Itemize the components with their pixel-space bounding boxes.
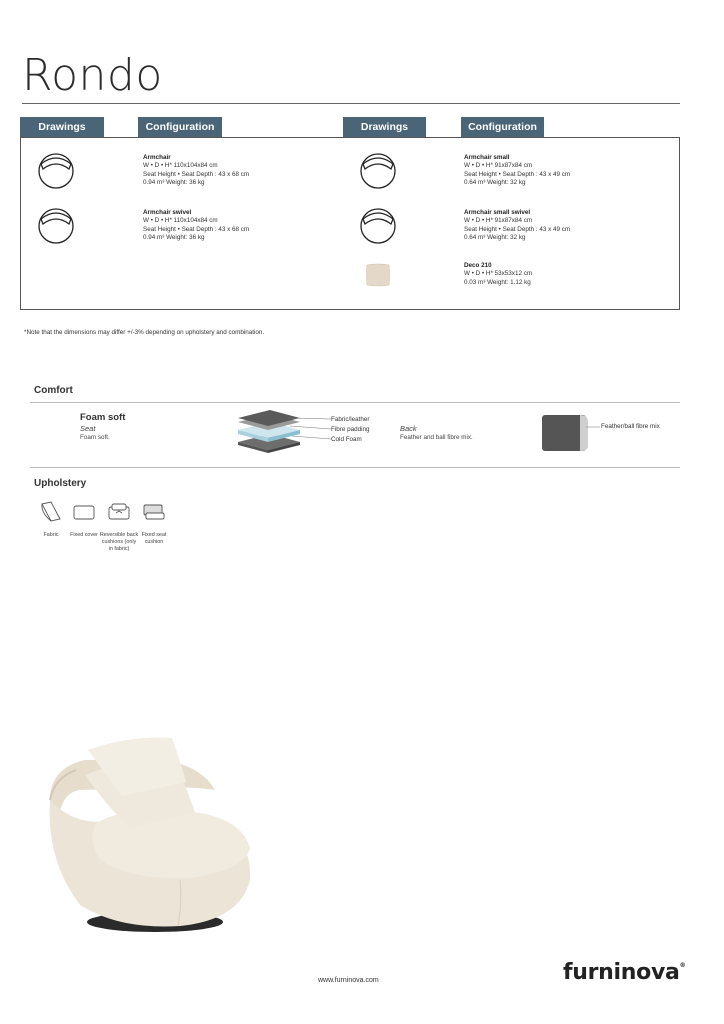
dimension-note: *Note that the dimensions may differ +/-3% depending on upholstery and combination. bbox=[24, 329, 265, 336]
back-cushion-icon bbox=[540, 412, 600, 454]
seat-label: Seat bbox=[80, 424, 96, 433]
upholstery-divider bbox=[30, 467, 680, 468]
config-item-deco-210 bbox=[464, 262, 532, 287]
uph-label-fixed-seat: Fixed seat cushion bbox=[141, 532, 167, 546]
product-photo bbox=[40, 730, 250, 940]
logo-text: furninova bbox=[563, 960, 680, 985]
tab-configuration-right: Configuration bbox=[461, 117, 544, 137]
config-item-armchair bbox=[143, 154, 249, 188]
layer-label-foam: Cold Foam bbox=[331, 436, 362, 443]
item-name: Deco 210 bbox=[464, 262, 492, 269]
config-item-armchair-small-swivel bbox=[464, 209, 570, 243]
item-dimensions: W • D • H* 110x104x84 cm bbox=[143, 217, 218, 225]
item-volume-weight: 0.64 m³ Weight: 32 kg bbox=[464, 234, 526, 242]
brand-logo bbox=[563, 960, 685, 985]
item-name: Armchair swivel bbox=[143, 209, 192, 216]
fixed-seat-cushion-icon bbox=[142, 501, 166, 523]
item-dimensions: W • D • H* 110x104x84 cm bbox=[143, 162, 218, 170]
layer-label-fibre: Fibre padding bbox=[331, 426, 370, 433]
item-seat: Seat Height • Seat Depth : 43 x 68 cm bbox=[143, 225, 250, 233]
uph-label-fixed-cover: Fixed cover bbox=[70, 532, 98, 538]
item-volume-weight: 0.94 m³ Weight: 36 kg bbox=[143, 234, 205, 242]
layer-label-fabric: Fabric/leather bbox=[331, 416, 370, 423]
back-description: Feather and ball fibre mix. bbox=[400, 434, 473, 441]
foam-title: Foam soft bbox=[80, 412, 126, 423]
seat-foam-layers-icon bbox=[236, 408, 336, 456]
configuration-panel bbox=[20, 137, 680, 310]
footer-url: www.furninova.com bbox=[318, 977, 379, 984]
page-title: Rondo bbox=[22, 50, 163, 101]
item-volume-weight: 0.03 m³ Weight: 1.12 kg bbox=[464, 278, 531, 286]
armchair-swivel-drawing-icon bbox=[36, 205, 76, 245]
title-divider bbox=[22, 103, 680, 104]
item-seat: Seat Height • Seat Depth : 43 x 49 cm bbox=[464, 170, 571, 178]
item-name: Armchair small swivel bbox=[464, 209, 531, 216]
layer-label-feather: Feather/ball fibre mix bbox=[601, 423, 660, 430]
logo-registered-mark: ® bbox=[679, 962, 686, 969]
tab-configuration-left: Configuration bbox=[138, 117, 222, 137]
item-seat: Seat Height • Seat Depth : 43 x 49 cm bbox=[464, 225, 571, 233]
comfort-heading: Comfort bbox=[34, 385, 73, 396]
item-name: Armchair small bbox=[464, 154, 510, 161]
armchair-small-swivel-drawing-icon bbox=[358, 205, 398, 245]
uph-label-fabric: Fabric bbox=[43, 532, 59, 538]
comfort-divider bbox=[30, 402, 680, 403]
fixed-cover-icon bbox=[72, 501, 96, 523]
back-label: Back bbox=[400, 424, 417, 433]
item-name: Armchair bbox=[143, 154, 171, 161]
upholstery-heading: Upholstery bbox=[34, 478, 87, 489]
item-dimensions: W • D • H* 91x87x84 cm bbox=[464, 162, 533, 170]
fabric-icon bbox=[39, 501, 63, 523]
armchair-drawing-icon bbox=[36, 150, 76, 190]
item-volume-weight: 0.64 m³ Weight: 32 kg bbox=[464, 179, 526, 187]
seat-description: Foam soft. bbox=[80, 434, 110, 441]
config-item-armchair-small bbox=[464, 154, 570, 188]
uph-label-reversible: Reversible back cushions (only in fabric) bbox=[99, 532, 139, 553]
config-item-armchair-swivel bbox=[143, 209, 249, 243]
armchair-small-drawing-icon bbox=[358, 150, 398, 190]
item-dimensions: W • D • H* 91x87x84 cm bbox=[464, 217, 533, 225]
item-seat: Seat Height • Seat Depth : 43 x 68 cm bbox=[143, 170, 250, 178]
tab-drawings-left: Drawings bbox=[20, 117, 104, 137]
reversible-cushion-icon bbox=[107, 501, 131, 523]
item-volume-weight: 0.94 m³ Weight: 36 kg bbox=[143, 179, 205, 187]
cushion-icon bbox=[365, 262, 391, 288]
item-dimensions: W • D • H* 53x53x12 cm bbox=[464, 270, 533, 278]
tab-drawings-right: Drawings bbox=[343, 117, 426, 137]
